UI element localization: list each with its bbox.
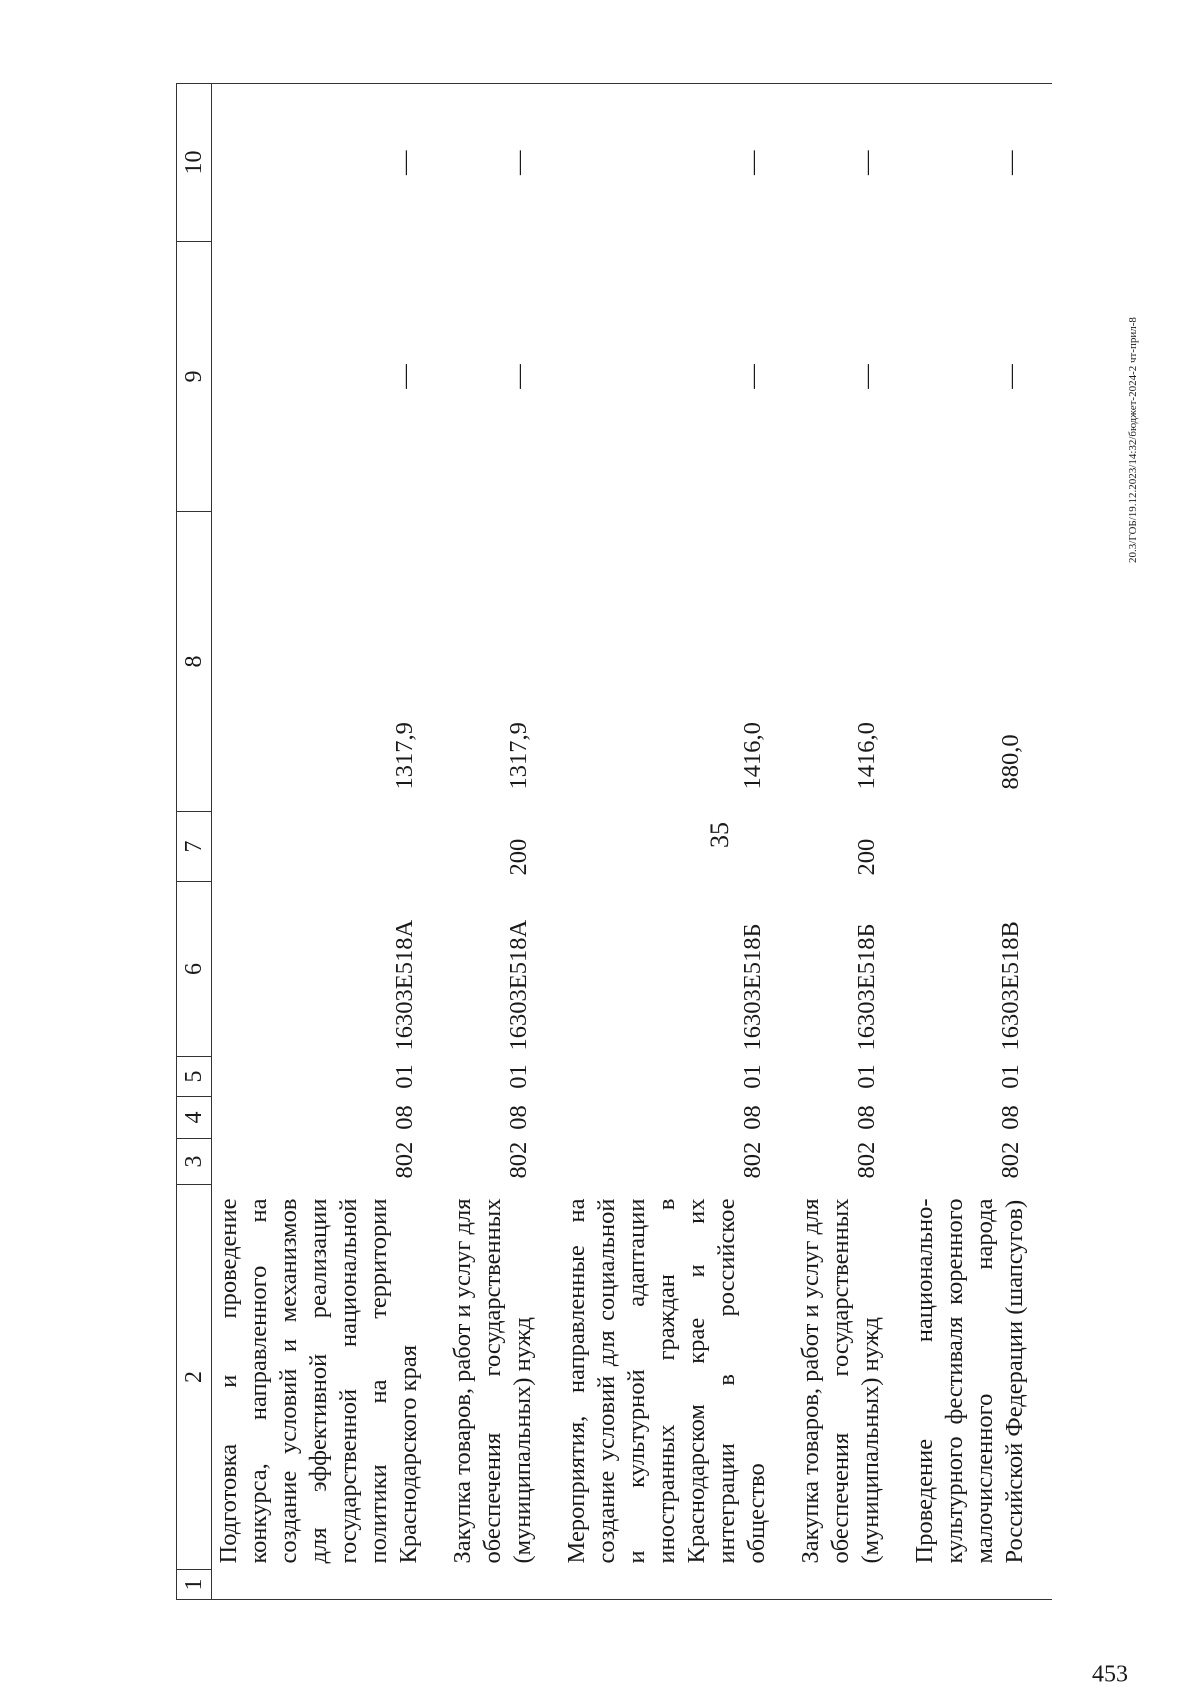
cell-col-3: 802 <box>391 1141 418 1179</box>
cell-col-9: — <box>391 364 418 389</box>
header-col-7: 7 <box>177 812 212 882</box>
row-description: Подготовка и проведение конкурса, направленного на создание условий и механизмов для эффективной реализации государственной национальной политики на территории Краснодарского края <box>215 1198 422 1564</box>
cell-col-5: 01 <box>391 1064 418 1089</box>
cell-col-4: 08 <box>997 1105 1024 1130</box>
header-col-10: 10 <box>177 84 212 242</box>
cell-col-5: 01 <box>997 1064 1024 1089</box>
header-col-8: 8 <box>177 512 212 812</box>
cell-col-5: 01 <box>739 1064 766 1089</box>
cell-col-10: — <box>560 84 794 242</box>
cell-col-10: — <box>908 84 1052 242</box>
table-row <box>908 84 1052 1600</box>
cell-col-9: — <box>739 364 766 389</box>
cell-col-6: 16303Е518Б <box>739 923 766 1051</box>
header-col-4: 4 <box>177 1097 212 1139</box>
cell-col-10: — <box>794 84 908 242</box>
document-footer-code: 20.3/ГОБ/19.12.2023/14:32/бюджет-2024-2 чт-прил-8 <box>1127 317 1139 563</box>
header-col-2: 2 <box>177 1185 212 1570</box>
page-number-bottom: 453 <box>1092 1661 1128 1688</box>
cell-col-3: 802 <box>997 1141 1024 1179</box>
header-col-9: 9 <box>177 242 212 512</box>
header-col-3: 3 <box>177 1139 212 1185</box>
row-description: Закупка товаров, работ и услуг для обеспечения государственных (муниципальных) нужд <box>797 1198 884 1564</box>
cell-col-7: 200 <box>853 838 880 876</box>
cell-col-10: — <box>446 84 560 242</box>
cell-col-5: 01 <box>505 1064 532 1089</box>
header-col-5: 5 <box>177 1057 212 1097</box>
cell-col-3: 802 <box>739 1141 766 1179</box>
table-row <box>212 84 447 1600</box>
table-row <box>794 84 908 1600</box>
row-description: Проведение национально-культурного фестиваля коренного малочисленного народа Российской Федерации (шапсугов) <box>911 1198 1028 1564</box>
table-row <box>446 84 560 1600</box>
header-col-6: 6 <box>177 882 212 1057</box>
cell-col-7 <box>212 812 447 882</box>
cell-col-4: 08 <box>505 1105 532 1130</box>
page-number-top: 35 <box>705 822 734 848</box>
cell-col-8: 1416,0 <box>853 722 880 790</box>
cell-col-7 <box>908 812 1052 882</box>
budget-table <box>176 83 1052 1600</box>
cell-col-6: 16303Е518Б <box>853 923 880 1051</box>
cell-col-8: 1416,0 <box>739 722 766 790</box>
budget-table-rotated <box>176 84 1196 1600</box>
cell-col-4: 08 <box>853 1105 880 1130</box>
header-col-1: 1 <box>177 1570 212 1600</box>
cell-col-8: 880,0 <box>997 734 1024 790</box>
cell-col-4: 08 <box>391 1105 418 1130</box>
table-row <box>560 84 794 1600</box>
cell-col-6: 16303Е518В <box>997 921 1024 1051</box>
cell-col-3: 802 <box>505 1141 532 1179</box>
cell-col-9: — <box>505 364 532 389</box>
row-description: Закупка товаров, работ и услуг для обеспечения государственных (муниципальных) нужд <box>449 1198 536 1564</box>
cell-col-7: 200 <box>505 838 532 876</box>
cell-col-4: 08 <box>739 1105 766 1130</box>
cell-col-5: 01 <box>853 1064 880 1089</box>
cell-col-8: 1317,9 <box>505 722 532 790</box>
cell-col-7 <box>560 812 794 882</box>
table-header-row <box>177 84 212 1600</box>
cell-col-9: — <box>853 364 880 389</box>
cell-col-6: 16303Е518А <box>505 919 532 1051</box>
row-description: Мероприятия, направленные на создание условий для социальной и культурной адаптации иностранных граждан в Краснодарском крае и их интеграции в российское общество <box>563 1198 770 1564</box>
cell-col-9: — <box>997 364 1024 389</box>
cell-col-10: — <box>212 84 447 242</box>
cell-col-8: 1317,9 <box>391 722 418 790</box>
cell-col-6: 16303Е518А <box>391 919 418 1051</box>
cell-col-3: 802 <box>853 1141 880 1179</box>
